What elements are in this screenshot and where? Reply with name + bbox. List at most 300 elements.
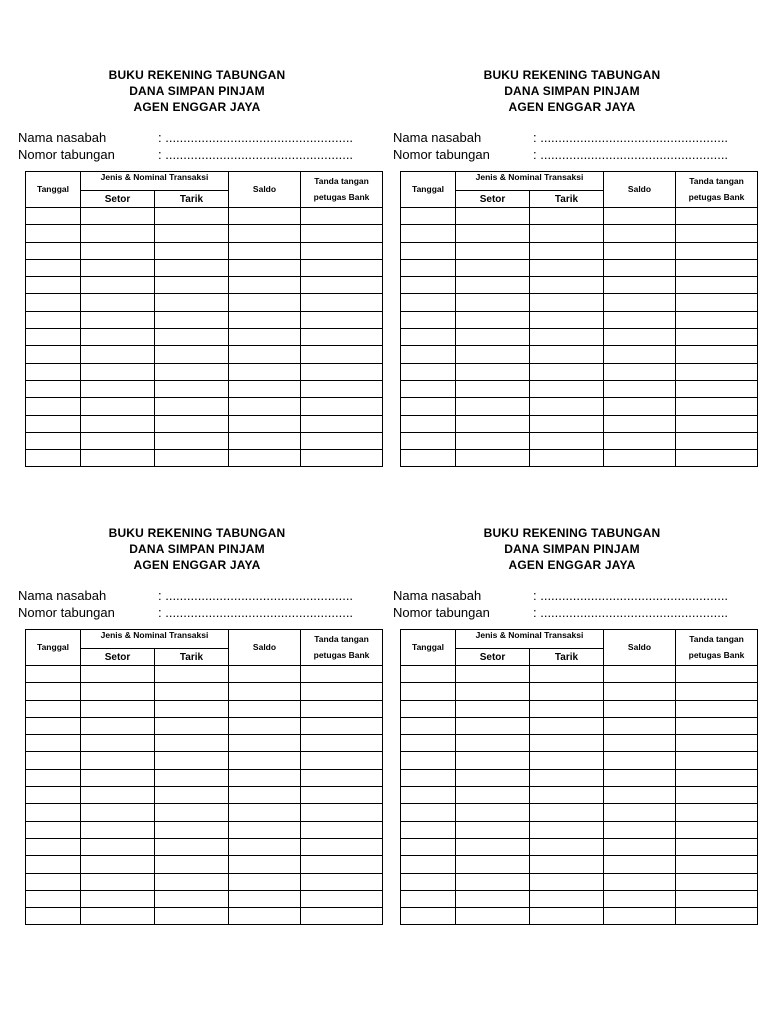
- cell-saldo[interactable]: [604, 259, 676, 276]
- cell-tarik[interactable]: [530, 432, 604, 449]
- cell-tanggal[interactable]: [26, 804, 81, 821]
- cell-saldo[interactable]: [604, 208, 676, 225]
- cell-tarik[interactable]: [530, 821, 604, 838]
- cell-tanggal[interactable]: [26, 752, 81, 769]
- cell-tarik[interactable]: [530, 311, 604, 328]
- cell-tanggal[interactable]: [26, 856, 81, 873]
- customer-name-field[interactable]: [393, 587, 751, 604]
- cell-tarik[interactable]: [155, 346, 229, 363]
- cell-tarik[interactable]: [530, 890, 604, 907]
- cell-signature[interactable]: [676, 363, 758, 380]
- cell-signature[interactable]: [676, 277, 758, 294]
- cell-saldo[interactable]: [229, 259, 301, 276]
- cell-saldo[interactable]: [604, 908, 676, 925]
- cell-tanggal[interactable]: [26, 821, 81, 838]
- cell-saldo[interactable]: [229, 346, 301, 363]
- cell-signature[interactable]: [301, 363, 383, 380]
- cell-signature[interactable]: [301, 717, 383, 734]
- cell-setor[interactable]: [81, 787, 155, 804]
- cell-setor[interactable]: [81, 294, 155, 311]
- cell-setor[interactable]: [81, 450, 155, 467]
- cell-signature[interactable]: [676, 873, 758, 890]
- customer-name-field[interactable]: [18, 587, 376, 604]
- cell-signature[interactable]: [676, 450, 758, 467]
- cell-saldo[interactable]: [604, 380, 676, 397]
- cell-saldo[interactable]: [604, 856, 676, 873]
- cell-setor[interactable]: [81, 398, 155, 415]
- cell-tarik[interactable]: [155, 752, 229, 769]
- cell-signature[interactable]: [301, 398, 383, 415]
- cell-tarik[interactable]: [155, 329, 229, 346]
- cell-tanggal[interactable]: [401, 735, 456, 752]
- cell-tanggal[interactable]: [401, 398, 456, 415]
- cell-saldo[interactable]: [229, 294, 301, 311]
- cell-tarik[interactable]: [530, 277, 604, 294]
- cell-tarik[interactable]: [530, 294, 604, 311]
- cell-tanggal[interactable]: [401, 277, 456, 294]
- cell-saldo[interactable]: [604, 294, 676, 311]
- cell-saldo[interactable]: [229, 752, 301, 769]
- cell-tanggal[interactable]: [26, 415, 81, 432]
- cell-tanggal[interactable]: [401, 873, 456, 890]
- cell-setor[interactable]: [81, 208, 155, 225]
- cell-setor[interactable]: [456, 735, 530, 752]
- cell-signature[interactable]: [301, 908, 383, 925]
- cell-saldo[interactable]: [604, 787, 676, 804]
- cell-setor[interactable]: [456, 804, 530, 821]
- cell-signature[interactable]: [301, 329, 383, 346]
- cell-tarik[interactable]: [155, 259, 229, 276]
- cell-saldo[interactable]: [229, 683, 301, 700]
- cell-signature[interactable]: [301, 242, 383, 259]
- cell-setor[interactable]: [81, 346, 155, 363]
- cell-tanggal[interactable]: [26, 717, 81, 734]
- cell-saldo[interactable]: [229, 769, 301, 786]
- cell-tarik[interactable]: [530, 804, 604, 821]
- cell-tarik[interactable]: [155, 450, 229, 467]
- cell-setor[interactable]: [81, 717, 155, 734]
- cell-tarik[interactable]: [530, 908, 604, 925]
- cell-setor[interactable]: [456, 769, 530, 786]
- cell-tanggal[interactable]: [401, 329, 456, 346]
- cell-tanggal[interactable]: [401, 294, 456, 311]
- cell-setor[interactable]: [81, 415, 155, 432]
- cell-saldo[interactable]: [229, 277, 301, 294]
- cell-tarik[interactable]: [530, 450, 604, 467]
- cell-saldo[interactable]: [229, 666, 301, 683]
- cell-tanggal[interactable]: [401, 380, 456, 397]
- cell-setor[interactable]: [456, 821, 530, 838]
- cell-tarik[interactable]: [530, 666, 604, 683]
- cell-saldo[interactable]: [604, 873, 676, 890]
- cell-tarik[interactable]: [530, 873, 604, 890]
- cell-setor[interactable]: [81, 277, 155, 294]
- cell-tanggal[interactable]: [26, 683, 81, 700]
- cell-signature[interactable]: [676, 294, 758, 311]
- cell-tanggal[interactable]: [401, 717, 456, 734]
- cell-setor[interactable]: [81, 908, 155, 925]
- cell-tanggal[interactable]: [26, 873, 81, 890]
- cell-setor[interactable]: [456, 450, 530, 467]
- cell-tarik[interactable]: [155, 225, 229, 242]
- cell-saldo[interactable]: [229, 415, 301, 432]
- cell-tarik[interactable]: [530, 225, 604, 242]
- cell-tarik[interactable]: [530, 787, 604, 804]
- cell-tarik[interactable]: [155, 683, 229, 700]
- cell-tarik[interactable]: [155, 380, 229, 397]
- cell-tarik[interactable]: [155, 838, 229, 855]
- cell-tanggal[interactable]: [401, 666, 456, 683]
- customer-name-field[interactable]: [393, 129, 751, 146]
- cell-saldo[interactable]: [604, 752, 676, 769]
- cell-signature[interactable]: [301, 700, 383, 717]
- cell-saldo[interactable]: [229, 380, 301, 397]
- cell-tarik[interactable]: [155, 415, 229, 432]
- cell-setor[interactable]: [81, 821, 155, 838]
- cell-tarik[interactable]: [155, 294, 229, 311]
- cell-tanggal[interactable]: [26, 450, 81, 467]
- cell-setor[interactable]: [456, 225, 530, 242]
- cell-signature[interactable]: [301, 787, 383, 804]
- cell-saldo[interactable]: [604, 432, 676, 449]
- cell-setor[interactable]: [456, 717, 530, 734]
- cell-saldo[interactable]: [604, 329, 676, 346]
- cell-tanggal[interactable]: [26, 242, 81, 259]
- cell-setor[interactable]: [456, 277, 530, 294]
- cell-saldo[interactable]: [604, 838, 676, 855]
- cell-tanggal[interactable]: [26, 225, 81, 242]
- cell-saldo[interactable]: [604, 804, 676, 821]
- cell-tanggal[interactable]: [26, 398, 81, 415]
- cell-saldo[interactable]: [604, 700, 676, 717]
- cell-tanggal[interactable]: [401, 208, 456, 225]
- cell-saldo[interactable]: [604, 666, 676, 683]
- cell-signature[interactable]: [301, 890, 383, 907]
- cell-tarik[interactable]: [530, 259, 604, 276]
- cell-signature[interactable]: [676, 890, 758, 907]
- cell-tanggal[interactable]: [26, 346, 81, 363]
- account-number-field[interactable]: [18, 604, 376, 621]
- cell-signature[interactable]: [676, 700, 758, 717]
- cell-setor[interactable]: [81, 804, 155, 821]
- cell-tarik[interactable]: [530, 752, 604, 769]
- cell-setor[interactable]: [456, 208, 530, 225]
- cell-setor[interactable]: [81, 752, 155, 769]
- cell-signature[interactable]: [301, 683, 383, 700]
- cell-signature[interactable]: [301, 225, 383, 242]
- cell-tanggal[interactable]: [26, 363, 81, 380]
- cell-setor[interactable]: [456, 700, 530, 717]
- cell-saldo[interactable]: [604, 346, 676, 363]
- cell-tarik[interactable]: [530, 380, 604, 397]
- cell-setor[interactable]: [81, 838, 155, 855]
- account-number-field[interactable]: [393, 146, 751, 163]
- cell-signature[interactable]: [676, 787, 758, 804]
- cell-tanggal[interactable]: [26, 700, 81, 717]
- cell-setor[interactable]: [81, 311, 155, 328]
- cell-setor[interactable]: [456, 752, 530, 769]
- cell-tanggal[interactable]: [401, 856, 456, 873]
- cell-signature[interactable]: [301, 838, 383, 855]
- cell-signature[interactable]: [676, 821, 758, 838]
- cell-tarik[interactable]: [530, 208, 604, 225]
- cell-signature[interactable]: [676, 908, 758, 925]
- cell-signature[interactable]: [301, 873, 383, 890]
- cell-signature[interactable]: [676, 415, 758, 432]
- cell-setor[interactable]: [81, 769, 155, 786]
- cell-saldo[interactable]: [229, 735, 301, 752]
- cell-signature[interactable]: [301, 346, 383, 363]
- cell-saldo[interactable]: [604, 398, 676, 415]
- cell-tarik[interactable]: [530, 856, 604, 873]
- cell-signature[interactable]: [301, 821, 383, 838]
- cell-saldo[interactable]: [229, 838, 301, 855]
- cell-signature[interactable]: [301, 311, 383, 328]
- cell-tanggal[interactable]: [401, 225, 456, 242]
- cell-tarik[interactable]: [155, 398, 229, 415]
- cell-signature[interactable]: [676, 838, 758, 855]
- cell-signature[interactable]: [676, 769, 758, 786]
- cell-tanggal[interactable]: [401, 242, 456, 259]
- cell-tanggal[interactable]: [401, 450, 456, 467]
- cell-signature[interactable]: [676, 311, 758, 328]
- cell-signature[interactable]: [301, 415, 383, 432]
- cell-setor[interactable]: [456, 683, 530, 700]
- cell-setor[interactable]: [456, 856, 530, 873]
- cell-tanggal[interactable]: [401, 432, 456, 449]
- cell-tarik[interactable]: [530, 415, 604, 432]
- cell-tanggal[interactable]: [26, 666, 81, 683]
- cell-tanggal[interactable]: [401, 346, 456, 363]
- cell-tarik[interactable]: [530, 735, 604, 752]
- account-number-field[interactable]: [393, 604, 751, 621]
- cell-saldo[interactable]: [604, 225, 676, 242]
- cell-saldo[interactable]: [229, 311, 301, 328]
- cell-setor[interactable]: [81, 329, 155, 346]
- cell-saldo[interactable]: [229, 908, 301, 925]
- cell-tarik[interactable]: [530, 838, 604, 855]
- cell-signature[interactable]: [676, 259, 758, 276]
- cell-saldo[interactable]: [604, 717, 676, 734]
- cell-tanggal[interactable]: [401, 363, 456, 380]
- cell-saldo[interactable]: [229, 856, 301, 873]
- cell-tarik[interactable]: [155, 821, 229, 838]
- cell-signature[interactable]: [301, 666, 383, 683]
- cell-tarik[interactable]: [530, 769, 604, 786]
- cell-signature[interactable]: [676, 666, 758, 683]
- cell-tanggal[interactable]: [401, 700, 456, 717]
- cell-signature[interactable]: [676, 208, 758, 225]
- cell-signature[interactable]: [676, 735, 758, 752]
- cell-setor[interactable]: [456, 838, 530, 855]
- cell-tanggal[interactable]: [26, 380, 81, 397]
- cell-saldo[interactable]: [604, 363, 676, 380]
- cell-saldo[interactable]: [229, 717, 301, 734]
- cell-signature[interactable]: [301, 380, 383, 397]
- cell-signature[interactable]: [301, 856, 383, 873]
- cell-setor[interactable]: [81, 432, 155, 449]
- cell-tanggal[interactable]: [401, 890, 456, 907]
- cell-tarik[interactable]: [155, 363, 229, 380]
- cell-setor[interactable]: [456, 380, 530, 397]
- cell-tanggal[interactable]: [401, 787, 456, 804]
- cell-setor[interactable]: [456, 259, 530, 276]
- cell-saldo[interactable]: [604, 277, 676, 294]
- cell-setor[interactable]: [81, 259, 155, 276]
- cell-setor[interactable]: [81, 873, 155, 890]
- cell-signature[interactable]: [301, 804, 383, 821]
- cell-tanggal[interactable]: [401, 259, 456, 276]
- cell-signature[interactable]: [301, 208, 383, 225]
- cell-tanggal[interactable]: [26, 277, 81, 294]
- cell-setor[interactable]: [456, 242, 530, 259]
- customer-name-field[interactable]: [18, 129, 376, 146]
- cell-saldo[interactable]: [229, 890, 301, 907]
- cell-setor[interactable]: [456, 787, 530, 804]
- cell-saldo[interactable]: [229, 432, 301, 449]
- cell-setor[interactable]: [456, 415, 530, 432]
- cell-saldo[interactable]: [229, 450, 301, 467]
- cell-tanggal[interactable]: [26, 259, 81, 276]
- cell-tanggal[interactable]: [26, 432, 81, 449]
- cell-tarik[interactable]: [530, 329, 604, 346]
- cell-signature[interactable]: [301, 432, 383, 449]
- cell-tanggal[interactable]: [26, 787, 81, 804]
- cell-tarik[interactable]: [155, 700, 229, 717]
- cell-tarik[interactable]: [530, 398, 604, 415]
- cell-saldo[interactable]: [229, 700, 301, 717]
- cell-tarik[interactable]: [155, 717, 229, 734]
- cell-tarik[interactable]: [530, 346, 604, 363]
- cell-tarik[interactable]: [155, 908, 229, 925]
- cell-signature[interactable]: [301, 277, 383, 294]
- cell-tanggal[interactable]: [401, 804, 456, 821]
- cell-saldo[interactable]: [229, 398, 301, 415]
- cell-signature[interactable]: [676, 329, 758, 346]
- cell-tarik[interactable]: [155, 787, 229, 804]
- cell-tanggal[interactable]: [401, 415, 456, 432]
- cell-signature[interactable]: [301, 450, 383, 467]
- cell-setor[interactable]: [81, 225, 155, 242]
- cell-saldo[interactable]: [604, 311, 676, 328]
- cell-tanggal[interactable]: [26, 329, 81, 346]
- cell-tanggal[interactable]: [26, 311, 81, 328]
- cell-setor[interactable]: [456, 346, 530, 363]
- cell-tanggal[interactable]: [26, 735, 81, 752]
- cell-setor[interactable]: [456, 329, 530, 346]
- cell-tanggal[interactable]: [401, 769, 456, 786]
- cell-tarik[interactable]: [155, 890, 229, 907]
- cell-saldo[interactable]: [229, 873, 301, 890]
- cell-tanggal[interactable]: [401, 908, 456, 925]
- cell-tanggal[interactable]: [26, 769, 81, 786]
- cell-signature[interactable]: [676, 242, 758, 259]
- cell-signature[interactable]: [676, 804, 758, 821]
- cell-tarik[interactable]: [530, 700, 604, 717]
- cell-tarik[interactable]: [155, 804, 229, 821]
- cell-signature[interactable]: [676, 683, 758, 700]
- cell-saldo[interactable]: [229, 329, 301, 346]
- cell-tarik[interactable]: [155, 856, 229, 873]
- cell-setor[interactable]: [456, 873, 530, 890]
- cell-tanggal[interactable]: [401, 752, 456, 769]
- cell-setor[interactable]: [81, 666, 155, 683]
- cell-saldo[interactable]: [604, 242, 676, 259]
- cell-tanggal[interactable]: [401, 683, 456, 700]
- cell-tarik[interactable]: [155, 242, 229, 259]
- cell-setor[interactable]: [456, 432, 530, 449]
- cell-tarik[interactable]: [155, 432, 229, 449]
- cell-signature[interactable]: [301, 752, 383, 769]
- cell-setor[interactable]: [456, 311, 530, 328]
- cell-setor[interactable]: [456, 908, 530, 925]
- cell-saldo[interactable]: [229, 225, 301, 242]
- cell-saldo[interactable]: [604, 735, 676, 752]
- cell-tarik[interactable]: [155, 208, 229, 225]
- cell-saldo[interactable]: [604, 415, 676, 432]
- cell-setor[interactable]: [456, 666, 530, 683]
- cell-setor[interactable]: [81, 242, 155, 259]
- cell-setor[interactable]: [456, 294, 530, 311]
- cell-signature[interactable]: [676, 380, 758, 397]
- cell-saldo[interactable]: [604, 769, 676, 786]
- cell-tanggal[interactable]: [401, 311, 456, 328]
- cell-setor[interactable]: [456, 890, 530, 907]
- cell-tarik[interactable]: [155, 769, 229, 786]
- cell-setor[interactable]: [81, 856, 155, 873]
- cell-signature[interactable]: [676, 398, 758, 415]
- cell-setor[interactable]: [456, 398, 530, 415]
- cell-setor[interactable]: [81, 380, 155, 397]
- cell-setor[interactable]: [81, 363, 155, 380]
- cell-tanggal[interactable]: [26, 294, 81, 311]
- cell-signature[interactable]: [676, 856, 758, 873]
- cell-signature[interactable]: [676, 225, 758, 242]
- cell-tarik[interactable]: [530, 683, 604, 700]
- cell-signature[interactable]: [676, 346, 758, 363]
- account-number-field[interactable]: [18, 146, 376, 163]
- cell-signature[interactable]: [301, 769, 383, 786]
- cell-saldo[interactable]: [604, 683, 676, 700]
- cell-tarik[interactable]: [155, 277, 229, 294]
- cell-saldo[interactable]: [229, 821, 301, 838]
- cell-tarik[interactable]: [155, 735, 229, 752]
- cell-setor[interactable]: [456, 363, 530, 380]
- cell-tanggal[interactable]: [401, 838, 456, 855]
- cell-signature[interactable]: [676, 717, 758, 734]
- cell-saldo[interactable]: [604, 890, 676, 907]
- cell-setor[interactable]: [81, 700, 155, 717]
- cell-saldo[interactable]: [229, 787, 301, 804]
- cell-tanggal[interactable]: [26, 908, 81, 925]
- cell-tarik[interactable]: [530, 242, 604, 259]
- cell-signature[interactable]: [301, 294, 383, 311]
- cell-setor[interactable]: [81, 735, 155, 752]
- cell-tanggal[interactable]: [401, 821, 456, 838]
- cell-signature[interactable]: [676, 432, 758, 449]
- cell-saldo[interactable]: [604, 450, 676, 467]
- cell-tarik[interactable]: [530, 363, 604, 380]
- cell-setor[interactable]: [81, 890, 155, 907]
- cell-saldo[interactable]: [229, 242, 301, 259]
- cell-tanggal[interactable]: [26, 208, 81, 225]
- cell-signature[interactable]: [301, 735, 383, 752]
- cell-saldo[interactable]: [229, 804, 301, 821]
- cell-tarik[interactable]: [155, 666, 229, 683]
- cell-tarik[interactable]: [155, 311, 229, 328]
- cell-tanggal[interactable]: [26, 838, 81, 855]
- cell-setor[interactable]: [81, 683, 155, 700]
